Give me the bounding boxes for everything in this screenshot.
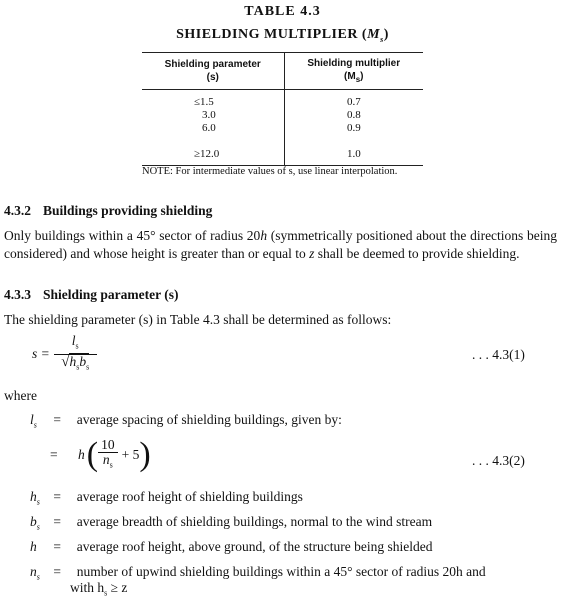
header-shielding-parameter: Shielding parameter (s) <box>142 53 285 89</box>
definition-h: h = average roof height, above ground, of the structure being shielded <box>30 539 433 554</box>
column-s <box>142 90 285 165</box>
section-4-3-2-text: Only buildings within a 45° sector of radius 20h (symmetrically positioned about the directions being considered) and whose height is greater than or equal to z shall be deemed to provide shielding. <box>4 228 558 261</box>
definition-hs: $h_s$ = average roof height of shielding buildings <box>30 489 303 507</box>
shielding-table <box>142 52 423 166</box>
table-cell: 3.0 <box>202 109 216 121</box>
where-label: where <box>4 388 37 403</box>
definition-bs: $b_s$ = average breadth of shielding buildings, normal to the wind stream <box>30 514 433 532</box>
fraction: $\frac{10}{n_s}$ <box>98 438 118 473</box>
table-cell: ≥12.0 <box>194 148 220 160</box>
table-cell: 6.0 <box>202 122 216 134</box>
table-cell: ≤1.5 <box>194 96 214 108</box>
definition-ls: $l_s$ = average spacing of shielding buildings, given by: <box>30 412 342 430</box>
table-header <box>142 53 423 90</box>
definition-ns-continued: with $h_s \ge z$ <box>70 580 128 598</box>
equation-number-4-3-2: . . . 4.3(2) <box>472 453 525 468</box>
equation-4-3-1: s = $\frac{l_s}{√h_sb_s}$ <box>32 334 97 374</box>
equation-number-4-3-1: . . . 4.3(1) <box>472 347 525 362</box>
table-subtitle: SHIELDING MULTIPLIER $(M_s)$ <box>176 27 389 44</box>
table-body <box>142 90 423 165</box>
section-4-3-2-heading: 4.3.2 Buildings providing shielding <box>4 203 213 218</box>
definition-ns: $n_s$ = number of upwind shielding buildings within a 45° sector of radius 20h and <box>30 564 486 582</box>
table-title: TABLE 4.3 <box>244 4 321 19</box>
header-shielding-multiplier: Shielding multiplier $(M_s)$ <box>307 57 401 84</box>
table-note: NOTE: For intermediate values of s, use linear interpolation. <box>142 166 398 177</box>
table-cell: 0.7 <box>347 96 361 108</box>
table-cell: 1.0 <box>347 148 361 160</box>
fraction: $\frac{l_s}{√h_sb_s}$ <box>54 334 97 374</box>
section-4-3-3-heading: 4.3.3 Shielding parameter (s) <box>4 287 179 302</box>
table-cell: 0.8 <box>347 109 361 121</box>
column-ms <box>285 90 423 165</box>
section-4-3-3-intro: The shielding parameter (s) in Table 4.3 shall be determined as follows: <box>4 312 392 327</box>
equation-4-3-2: = h ( $\frac{10}{n_s}$ + 5 ) <box>50 436 151 474</box>
table-cell: 0.9 <box>347 122 361 134</box>
